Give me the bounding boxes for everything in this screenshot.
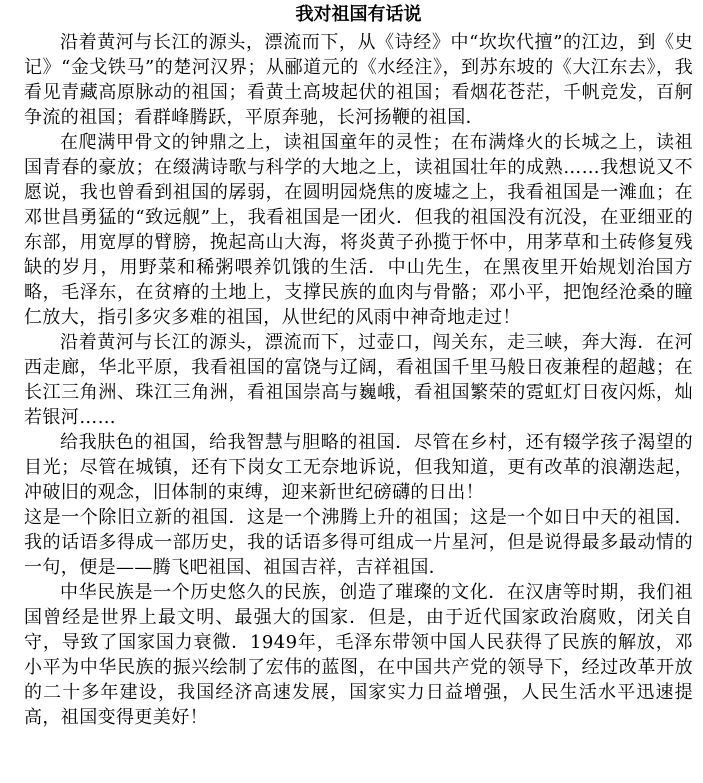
document-body — [24, 30, 693, 730]
paragraph-2: 在爬满甲骨文的钟鼎之上，读祖国童年的灵性；在布满烽火的长城之上，读祖国青春的豪放；在缀满诗歌与科学的大地之上，读祖国壮年的成熟……我想说又不愿说，我也曾看到祖国的孱弱，在圆明园烧焦的废墟之上，我看祖国是一滩血；在邓世昌勇猛的“致远舰”上，我看祖国是一团火．但我的祖国没有沉没，在亚细亚的东部，用宽厚的臂膀，挽起高山大海，将炎黄子孙揽于怀中，用茅草和土砖修复残缺的岁月，用野菜和稀粥喂养饥饿的生活．中山先生，在黑夜里开始规划治国方略，毛泽东，在贫瘠的土地上，支撑民族的血肉与骨骼；邓小平，把饱经沧桑的瞳仁放大，指引多灾多难的祖国，从世纪的风雨中神奇地走过！ — [24, 132, 693, 328]
paragraph-1: 沿着黄河与长江的源头，漂流而下，从《诗经》中“坎坎代擅”的江边，到《史记》“金戈铁马”的楚河汉界；从郦道元的《水经注》，到苏东坡的《大江东去》，我看见青藏高原脉动的祖国；看黄土高坡起伏的祖国；看烟花苍茫，千帆竞发，百舸争流的祖国；看群峰腾跃，平原奔驰，长河扬鞭的祖国． — [24, 32, 693, 128]
paragraph-3: 沿着黄河与长江的源头，漂流而下，过壶口，闯关东，走三峡，奔大海．在河西走廊，华北平原，我看祖国的富饶与辽阔，看祖国千里马般日夜兼程的超越；在长江三角洲、珠江三角洲，看祖国崇高与巍峨，看祖国繁荣的霓虹灯日夜闪烁，灿若银河…… — [24, 332, 693, 428]
paragraph-4: 给我肤色的祖国，给我智慧与胆略的祖国．尽管在乡村，还有辍学孩子渴望的目光；尽管在城镇，还有下岗女工无奈地诉说，但我知道，更有改革的浪潮迭起，冲破旧的观念，旧体制的束缚，迎来新世纪磅礴的日出！ — [24, 432, 693, 503]
paragraph-5: 这是一个除旧立新的祖国．这是一个沸腾上升的祖国；这是一个如日中天的祖国．我的话语多得成一部历史，我的话语多得可组成一片星河，但是说得最多最动情的一句，便是——腾飞吧祖国、祖国吉祥，吉祥祖国． — [24, 507, 693, 578]
paragraph-6: 中华民族是一个历史悠久的民族，创造了璀璨的文化．在汉唐等时期，我们祖国曾经是世界上最文明、最强大的国家．但是，由于近代国家政治腐败，闭关自守，导致了国家国力衰微．1949年，毛泽东带领中国人民获得了民族的解放，邓小平为中华民族的振兴绘制了宏伟的蓝图，在中国共产党的领导下，经过改革开放的二十多年建设，我国经济高速发展，国家实力日益增强，人民生活水平迅速提高，祖国变得更美好！ — [24, 582, 693, 728]
document-title: 我对祖国有话说 — [295, 4, 422, 25]
